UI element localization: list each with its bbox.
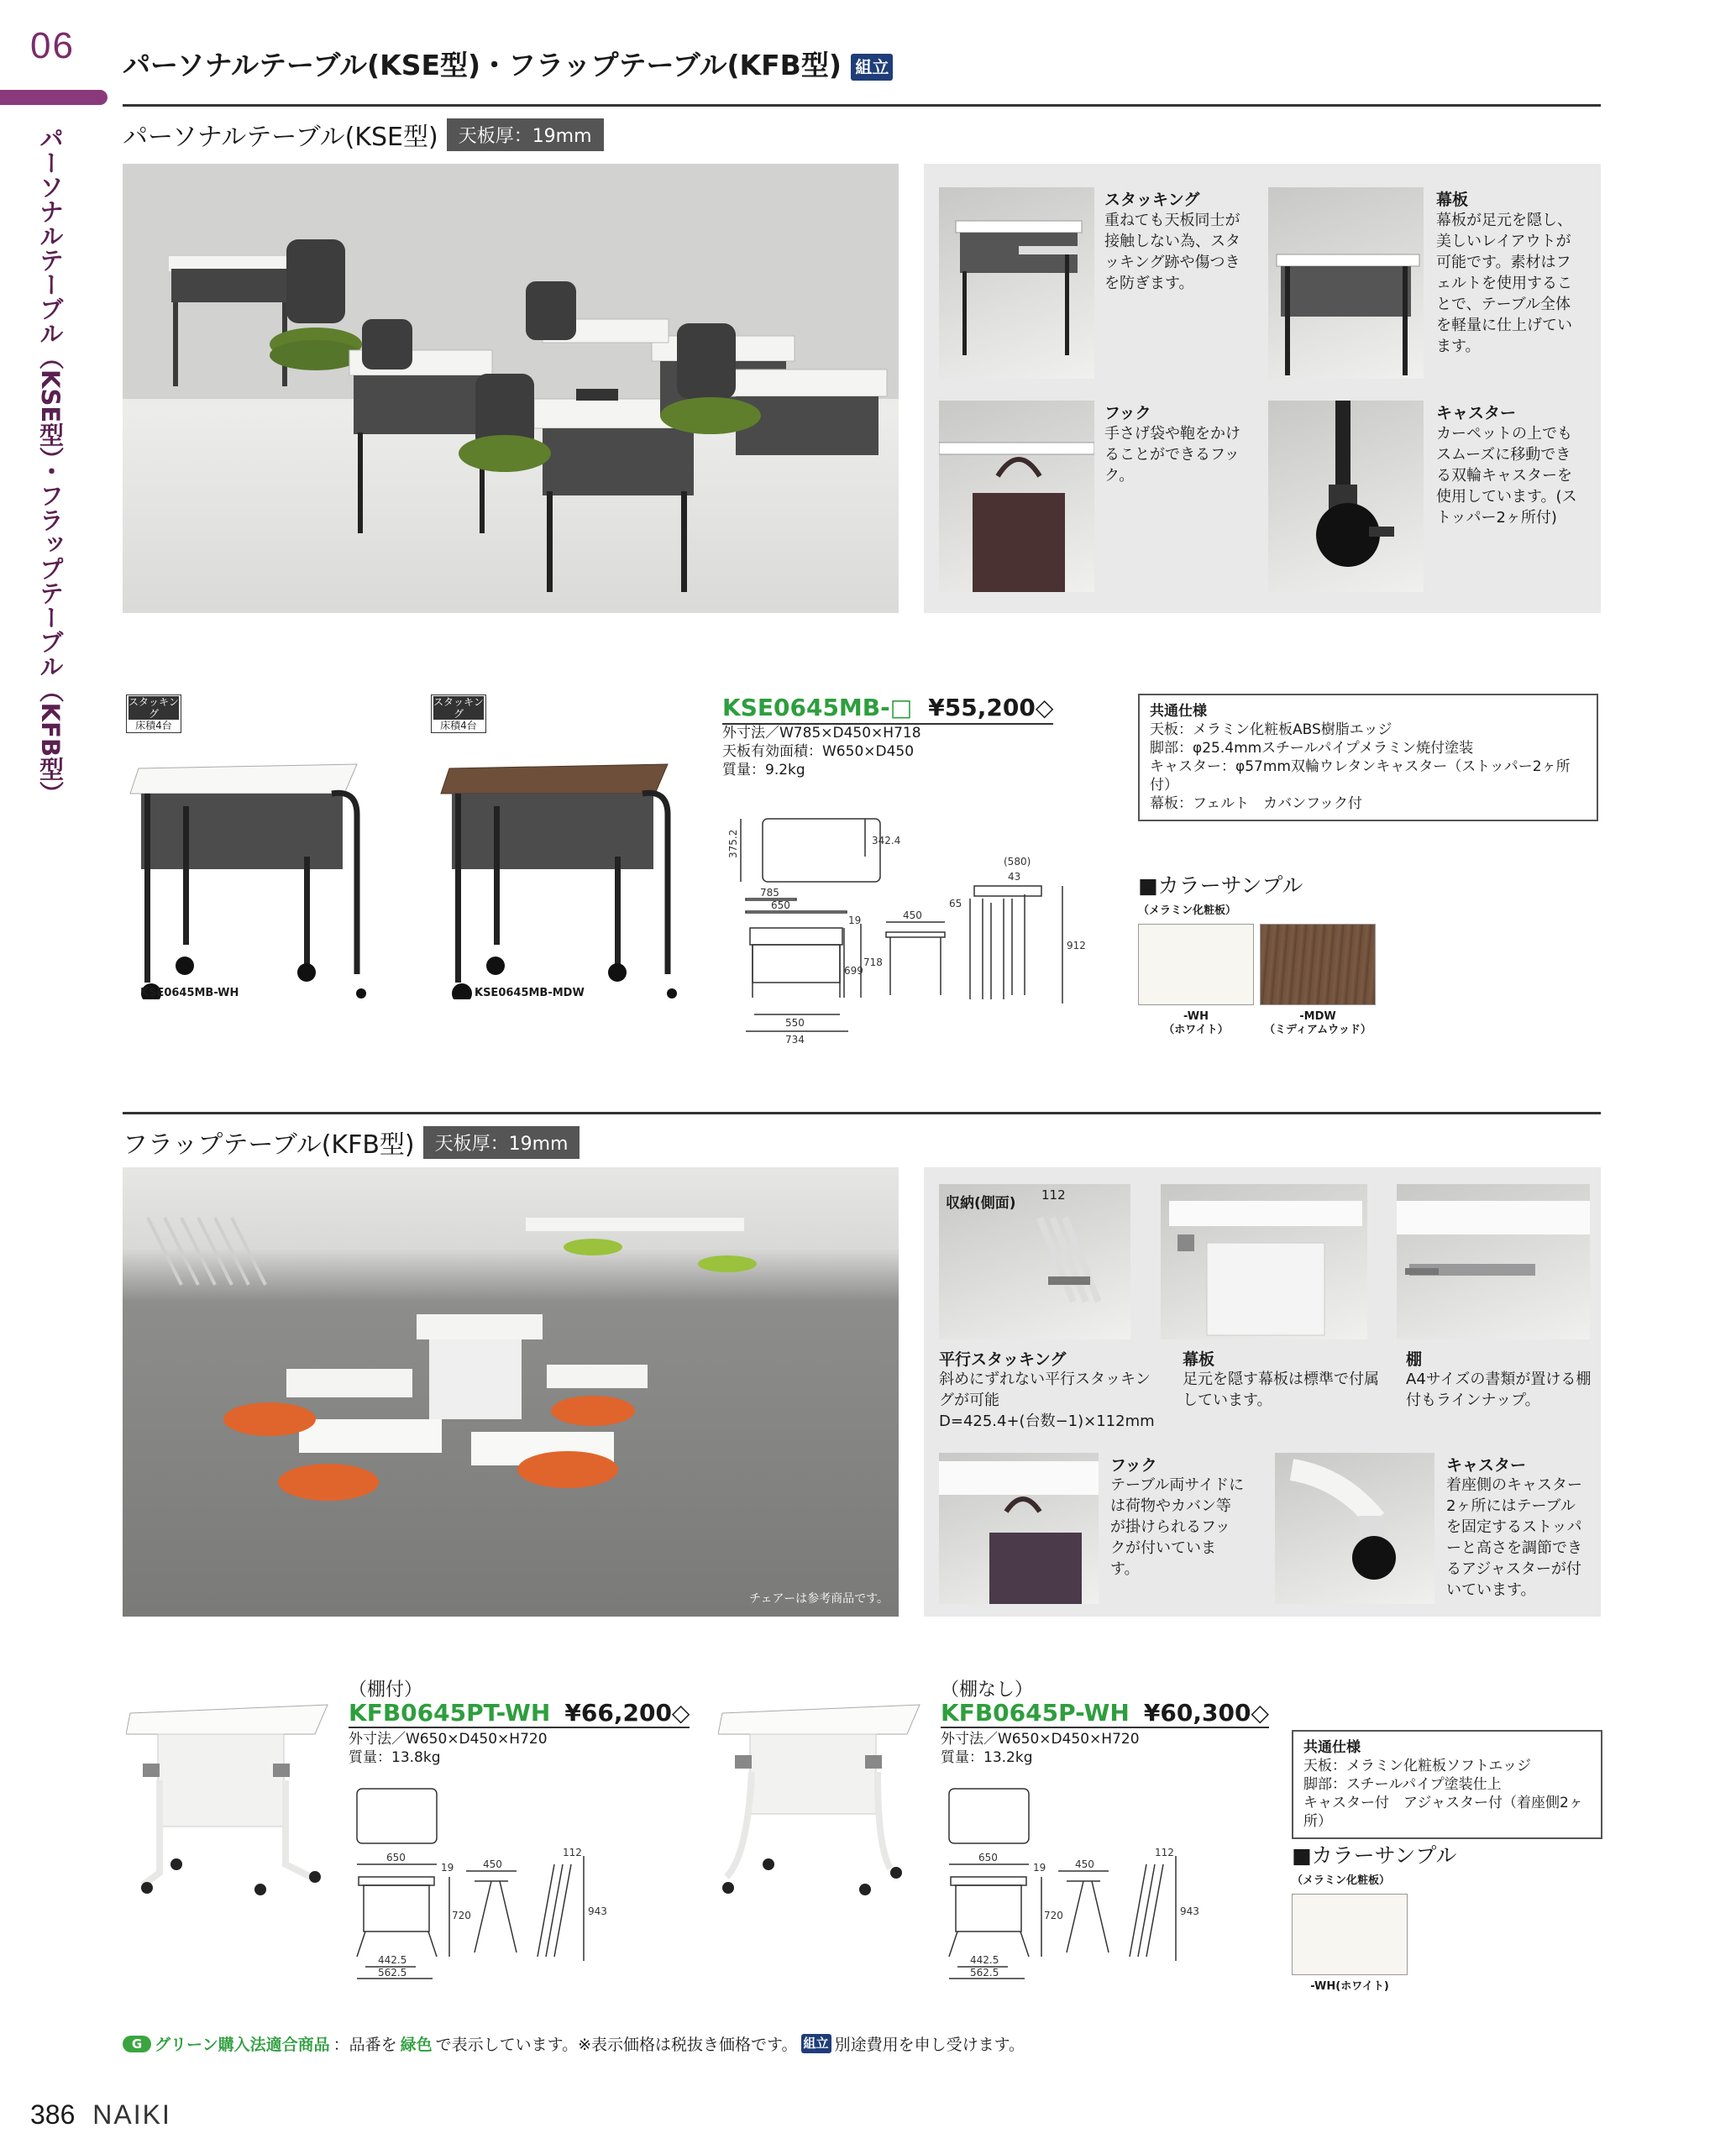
kse-feature-panel bbox=[924, 164, 1601, 613]
assembly-badge: 組立 bbox=[851, 54, 893, 81]
kse-feature-title-1: スタッキング bbox=[1104, 191, 1200, 209]
kfb-thickness-tag: 天板厚：19mm bbox=[423, 1126, 580, 1159]
kfb-hook-photo bbox=[939, 1453, 1099, 1604]
kfb-color-swatch-wh bbox=[1292, 1894, 1408, 1975]
kfb-pt-dim-442: 442.5 bbox=[378, 1954, 407, 1966]
kfb-feature-title-1: 平行スタッキング bbox=[939, 1350, 1067, 1369]
kfb-p-dim-720: 720 bbox=[1044, 1910, 1063, 1921]
kfb-pt-dim-562: 562.5 bbox=[378, 1967, 407, 1979]
brand-name: NAIKI bbox=[92, 2099, 171, 2130]
modesty-panel-photo bbox=[1268, 187, 1424, 379]
kfb-pt-dim-943: 943 bbox=[588, 1905, 607, 1917]
kfb-feature-title-3: 棚 bbox=[1406, 1350, 1423, 1369]
kfb-scene-illustration bbox=[123, 1167, 899, 1617]
kse-feature-text-1: 重ねても天板同士が接触しない為、スタッキング跡や傷つきを防ぎます。 bbox=[1104, 212, 1240, 292]
kfb-p-price: ¥60,300◇ bbox=[1143, 1699, 1269, 1727]
footer-note bbox=[123, 2032, 1025, 2055]
kse-common-line-1: 天板：メラミン化粧板ABS樹脂エッジ bbox=[1150, 721, 1392, 738]
kfb-pt-dim-650: 650 bbox=[386, 1852, 406, 1863]
dim-650: 650 bbox=[771, 899, 790, 911]
kfb-p-spec-line-2: 質量：13.2kg bbox=[941, 1749, 1033, 1766]
dim-785: 785 bbox=[760, 887, 779, 899]
kse-wh-product-image bbox=[126, 756, 370, 999]
stacking-badge-top-2: スタッキング bbox=[433, 696, 484, 720]
kse-thickness-tag: 天板厚：19mm bbox=[447, 118, 604, 151]
color-swatch-mdw bbox=[1260, 924, 1376, 1005]
kse-color-sub: （メラミン化粧板） bbox=[1138, 904, 1237, 917]
footer-note-green: 緑色 bbox=[400, 2036, 433, 2054]
kse-feature-text-4: カーペットの上でもスムーズに移動できる双輪キャスターを使用しています。(ストッパー2ヶ所付) bbox=[1436, 425, 1577, 527]
kse-color-title: ■カラーサンプル bbox=[1138, 873, 1303, 898]
chapter-number: 06 bbox=[30, 25, 75, 66]
kfb-pt-spec bbox=[349, 1730, 548, 1767]
kfb-p-product-image bbox=[718, 1696, 928, 1898]
footer-assembly-badge: 組立 bbox=[801, 2034, 831, 2053]
dim-550: 550 bbox=[785, 1017, 805, 1029]
kse-spec-line-3: 質量：9.2kg bbox=[722, 762, 805, 778]
storage-dim: 112 bbox=[1041, 1187, 1066, 1203]
color-mdw-label bbox=[1260, 1010, 1376, 1037]
kse-model-line bbox=[722, 694, 1053, 725]
dim-718: 718 bbox=[863, 957, 883, 968]
kse-common-line-4: 幕板：フェルト カバンフック付 bbox=[1150, 795, 1362, 812]
kfb-p-dim-450: 450 bbox=[1075, 1858, 1094, 1870]
kse-main-photo bbox=[123, 164, 899, 613]
page-title-text: パーソナルテーブル(KSE型)・フラップテーブル(KFB型) bbox=[123, 49, 842, 81]
kfb-pt-price: ¥66,200◇ bbox=[564, 1699, 690, 1727]
color-mdw-code: -MDW bbox=[1299, 1010, 1336, 1023]
kse-feature-text-2: 幕板が足元を隠し、美しいレイアウトが可能です。素材はフェルトを使用することで、テーブル全体を軽量に仕上げています。 bbox=[1436, 212, 1572, 355]
dim-912: 912 bbox=[1067, 940, 1086, 951]
caster-photo bbox=[1268, 401, 1424, 592]
dim-734: 734 bbox=[785, 1034, 805, 1046]
kfb-pt-dim-720: 720 bbox=[452, 1910, 471, 1921]
kfb-p-dim-442: 442.5 bbox=[970, 1954, 999, 1966]
kfb-modesty-photo bbox=[1161, 1184, 1367, 1339]
kfb-pt-spec-line-2: 質量：13.8kg bbox=[349, 1749, 441, 1766]
green-g-icon: G bbox=[123, 2036, 151, 2052]
kfb-common-line-3: キャスター付 アジャスター付（着座側2ヶ所） bbox=[1303, 1795, 1583, 1830]
kfb-color-title: ■カラーサンプル bbox=[1292, 1843, 1457, 1868]
page-number-line bbox=[30, 2099, 171, 2131]
kfb-section-title bbox=[123, 1124, 580, 1161]
kse-feature-title-4: キャスター bbox=[1436, 404, 1517, 422]
kse-title-text: パーソナルテーブル(KSE型) bbox=[123, 123, 438, 152]
dim-580: (580) bbox=[1004, 856, 1031, 867]
kfb-p-dimension-drawing bbox=[941, 1772, 1218, 1982]
kfb-common-title: 共通仕様 bbox=[1303, 1739, 1361, 1756]
kfb-color-wh-name: (ホワイト) bbox=[1335, 1980, 1389, 1993]
dim-342: 342.4 bbox=[872, 835, 901, 846]
kfb-feature-text-2: 足元を隠す幕板は標準で付属しています。 bbox=[1183, 1371, 1379, 1409]
page-number: 386 bbox=[30, 2099, 76, 2130]
kse-mdw-product-image bbox=[437, 756, 680, 999]
kse-model: KSE0645MB-□ bbox=[722, 694, 913, 721]
kse-dimension-drawing bbox=[722, 806, 1092, 1050]
kfb-p-spec bbox=[941, 1730, 1140, 1767]
stacking-badge-mdw bbox=[431, 694, 486, 733]
footer-assembly-note: 別途費用を申し受けます。 bbox=[834, 2036, 1025, 2054]
kfb-color-wh-code: -WH bbox=[1310, 1980, 1336, 1993]
kfb-feature-title-2: 幕板 bbox=[1183, 1350, 1215, 1369]
kse-price: ¥55,200◇ bbox=[928, 694, 1054, 721]
dim-65: 65 bbox=[949, 898, 962, 909]
side-title: パーソナルテーブル（KSE型）・フラップテーブル（KFB型） bbox=[36, 126, 65, 806]
stacking-badge-bottom: 床積4台 bbox=[135, 720, 172, 731]
color-wh-code: -WH bbox=[1183, 1010, 1209, 1023]
kfb-common-spec bbox=[1292, 1730, 1602, 1839]
kfb-pt-dim-19: 19 bbox=[441, 1862, 454, 1874]
dim-19: 19 bbox=[848, 915, 862, 926]
kfb-pt-variant: （棚付） bbox=[349, 1680, 423, 1701]
dim-375: 375.2 bbox=[727, 829, 739, 858]
kse-common-line-2: 脚部：φ25.4mmスチールパイプメラミン焼付塗装 bbox=[1150, 740, 1474, 757]
kfb-feature-panel bbox=[924, 1167, 1601, 1617]
kfb-color-wh-label bbox=[1292, 1980, 1408, 1994]
kfb-p-dim-650: 650 bbox=[978, 1852, 998, 1863]
kfb-pt-dimension-drawing bbox=[349, 1772, 626, 1982]
storage-label: 収納(側面) bbox=[946, 1195, 1016, 1212]
kfb-p-spec-line-1: 外寸法／W650×D450×H720 bbox=[941, 1731, 1140, 1748]
parallel-stacking-photo bbox=[939, 1184, 1130, 1339]
stacking-badge-bottom-2: 床積4台 bbox=[440, 720, 477, 731]
kse-wh-caption: KSE0645MB-WH bbox=[140, 987, 239, 999]
kse-common-spec bbox=[1138, 694, 1598, 821]
green-label: グリーン購入法適合商品 bbox=[155, 2036, 330, 2054]
header-rule bbox=[123, 104, 1601, 107]
kse-common-title: 共通仕様 bbox=[1150, 703, 1207, 720]
color-swatch-wh bbox=[1138, 924, 1254, 1005]
kfb-main-photo bbox=[123, 1167, 899, 1617]
kfb-feature-extra-1: D=425.4+(台数−1)×112mm bbox=[939, 1413, 1155, 1430]
kfb-p-dim-19: 19 bbox=[1033, 1862, 1046, 1874]
kse-mdw-caption: KSE0645MB-MDW bbox=[475, 987, 585, 999]
kfb-common-line-2: 脚部：スチールパイプ塗装仕上 bbox=[1303, 1776, 1502, 1793]
kfb-pt-product-image bbox=[126, 1696, 336, 1898]
hook-photo bbox=[939, 401, 1094, 592]
kfb-p-model: KFB0645P-WH bbox=[941, 1699, 1130, 1727]
kfb-feature-text-1: 斜めにずれない平行スタッキングが可能 bbox=[939, 1371, 1151, 1409]
kfb-feature-text-5: 着座側のキャスター2ヶ所にはテーブルを固定するストッパーと高さを調節できるアジャスターが付いています。 bbox=[1446, 1476, 1582, 1599]
stacking-badge-wh bbox=[126, 694, 181, 733]
footer-note-pre: ：品番を bbox=[333, 2036, 397, 2054]
color-wh-name: （ホワイト） bbox=[1163, 1024, 1229, 1036]
kfb-color-sub: （メラミン化粧板） bbox=[1292, 1874, 1391, 1887]
kse-feature-title-2: 幕板 bbox=[1436, 191, 1469, 209]
dim-43: 43 bbox=[1008, 871, 1021, 883]
kse-section-title bbox=[123, 116, 604, 153]
kfb-pt-model: KFB0645PT-WH bbox=[349, 1699, 551, 1727]
kse-common-line-3: キャスター：φ57mm双輪ウレタンキャスター（ストッパー2ヶ所付） bbox=[1150, 758, 1571, 794]
kfb-p-model-line bbox=[941, 1699, 1269, 1728]
kfb-feature-text-3: A4サイズの書類が置ける棚付もラインナップ。 bbox=[1406, 1371, 1592, 1409]
kfb-pt-dim-450: 450 bbox=[483, 1858, 502, 1870]
color-wh-label bbox=[1138, 1010, 1254, 1037]
kfb-photo-note: チェアーは参考商品です。 bbox=[748, 1592, 889, 1606]
chapter-bar bbox=[0, 90, 108, 105]
kfb-common-line-1: 天板：メラミン化粧板ソフトエッジ bbox=[1303, 1758, 1531, 1774]
kse-spec-line-2: 天板有効面積：W650×D450 bbox=[722, 743, 915, 760]
kfb-pt-model-line bbox=[349, 1699, 690, 1728]
shelf-photo bbox=[1397, 1184, 1590, 1339]
kse-spec-line-1: 外寸法／W785×D450×H718 bbox=[722, 725, 921, 742]
kfb-feature-text-4: テーブル両サイドには荷物やカバン等が掛けられるフックが付いています。 bbox=[1110, 1476, 1245, 1578]
kfb-p-dim-943: 943 bbox=[1180, 1905, 1199, 1917]
page-title bbox=[123, 44, 893, 83]
kfb-section-rule bbox=[123, 1112, 1601, 1114]
color-mdw-name: （ミディアムウッド） bbox=[1264, 1024, 1371, 1036]
kfb-feature-title-4: フック bbox=[1110, 1456, 1157, 1475]
kse-feature-title-3: フック bbox=[1104, 404, 1151, 422]
kse-feature-text-3: 手さげ袋や鞄をかけることができるフック。 bbox=[1104, 425, 1240, 485]
stacking-photo bbox=[939, 187, 1094, 379]
dim-450: 450 bbox=[903, 909, 922, 921]
kfb-p-variant: （棚なし） bbox=[941, 1680, 1034, 1701]
kfb-pt-spec-line-1: 外寸法／W650×D450×H720 bbox=[349, 1731, 548, 1748]
kfb-title-text: フラップテーブル(KFB型) bbox=[123, 1130, 415, 1160]
footer-note-post: で表示しています。※表示価格は税抜き価格です。 bbox=[435, 2036, 798, 2054]
kfb-p-dim-112: 112 bbox=[1155, 1847, 1174, 1858]
kse-scene-illustration bbox=[123, 164, 899, 613]
stacking-badge-top: スタッキング bbox=[128, 696, 179, 720]
dim-699: 699 bbox=[844, 965, 863, 977]
kfb-p-dim-562: 562.5 bbox=[970, 1967, 999, 1979]
kfb-caster-photo bbox=[1275, 1453, 1434, 1604]
kfb-pt-dim-112: 112 bbox=[563, 1847, 582, 1858]
kfb-feature-title-5: キャスター bbox=[1446, 1456, 1527, 1475]
kse-spec bbox=[722, 724, 921, 779]
